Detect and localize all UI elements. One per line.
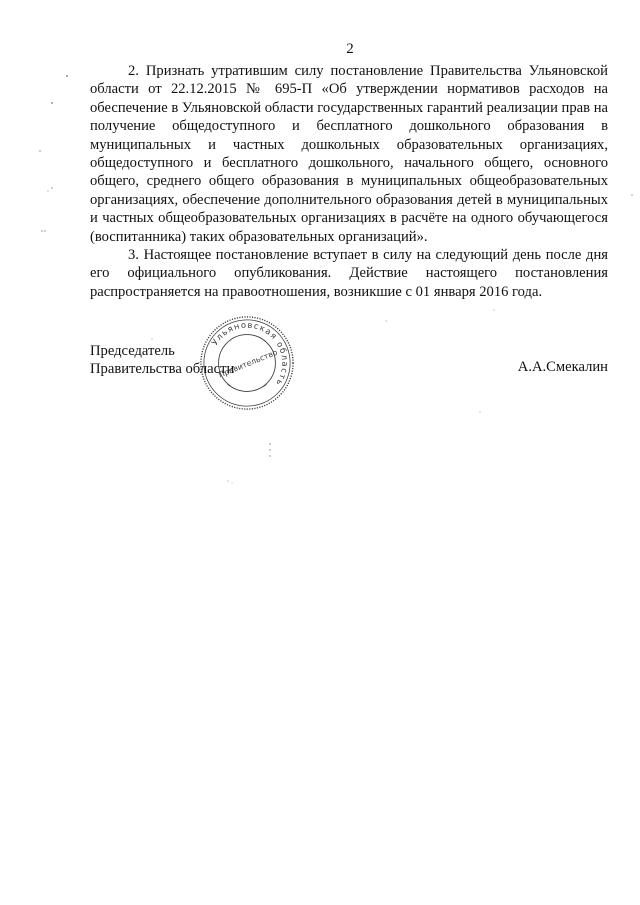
page-number: 2 [346,41,354,57]
signatory-title-line2: Правительства области [90,361,235,378]
signatory-title-line1: Председатель [90,343,175,359]
paragraph-2: 2. Признать утратившим силу постановление Правительства Ульяновской области от 22.12.2015 № 695-П «Об утверждении нормативов расходов на обеспечение в Ульяновской области государственных гарантий реализации прав на получение общедоступного и бесплатного дошкольного образования в муниципальных и частных дошкольных образовательных организациях, общедоступного и бесплатного дошкольного, начального общего, основного общего, среднего общего образования в муниципальных общеобразовательных организациях, обеспечение дополнительного образования детей в муниципальных и частных общеобразовательных организациях в расчёте на одного обучающегося (воспитанника) таких образовательных организаций». [90,63,608,245]
paragraph-3: 3. Настоящее постановление вступает в силу на следующий день после дня его официального опубликования. Действие настоящего постановления распространяется на правоотношения, возникшие с 01 января 2016 года. [90,247,608,300]
seal-ring-text: Ульяновская область [209,319,291,389]
signatory-name: А.А.Смекалин [517,359,608,375]
seal-center-text: Правительство [217,347,279,380]
document-body [90,62,608,301]
official-seal-stamp [198,314,296,412]
